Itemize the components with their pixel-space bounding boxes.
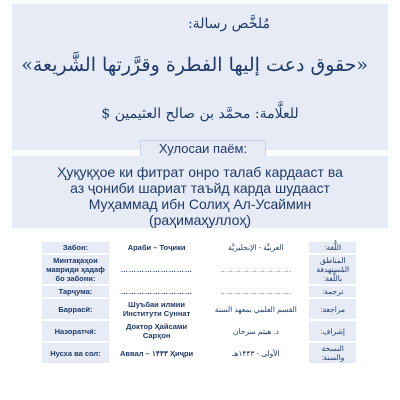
arabic-label-review: مراجعة:: [309, 299, 356, 319]
tajik-author-honorific: (раҳимаҳуллоҳ): [148, 212, 252, 228]
tajik-title-line: Ҳуқуқҳое ки фитрат онро талаб кардааст ва: [57, 164, 343, 180]
tajik-value-edition: Аввал – ۱۴۴۳ Ҳиҷри: [120, 348, 194, 358]
tajik-value-language: Араби – Тоҷики: [127, 243, 186, 252]
tajik-label-edition: Нусха ва сол:: [42, 343, 109, 363]
metadata-table: [40, 240, 358, 365]
tajik-label-translation: Тарҷума:: [42, 286, 109, 297]
tajik-value-translation: ………………………: [120, 287, 193, 296]
tajik-label-regions: Минтақаҳои мавриди ҳадаф бо забони:: [42, 255, 109, 284]
arabic-label-edition: النسخة والسنة:: [309, 343, 356, 363]
tajik-label-supervisor: Назоратчӣ:: [42, 321, 109, 341]
arabic-value-regions: ………………………: [219, 265, 292, 274]
table-row: [42, 242, 356, 253]
arabic-subtitle: مُلخَّص رسالة:: [187, 16, 270, 32]
arabic-title: «حقوق دعت إليها الفطرة وقرَّرتها الشَّريعة»: [21, 54, 368, 76]
tajik-label-language: Забон:: [42, 242, 109, 253]
arabic-value-review: القسم العلمي بمعهد السنة: [214, 304, 297, 314]
tajik-label-review: Баррасӣ:: [42, 299, 109, 319]
arabic-label-regions: المناطق المُستهدفة باللُّغة:: [309, 255, 356, 284]
tajik-title-block: [12, 156, 388, 228]
arabic-label-translation: ترجمة:: [309, 286, 356, 297]
table-row: [42, 286, 356, 297]
tajik-title-line: аз ҷониби шариат таъйд карда шудааст: [70, 180, 330, 196]
arabic-value-supervisor: د. هيثم سرحان: [232, 326, 279, 336]
arabic-label-supervisor: إشراف:: [309, 321, 356, 341]
arabic-label-language: اللُّغة:: [309, 242, 356, 253]
arabic-value-language: العربيَّة - الإنجليزيَّة: [228, 243, 284, 252]
tajik-value-regions: ………………………: [120, 265, 193, 274]
arabic-value-edition: الأولى - ۱۴۴۳هـ: [232, 348, 280, 358]
table-row: [42, 255, 356, 284]
tajik-author-line: Муҳаммад ибн Солиҳ Ал-Усаймин: [88, 196, 312, 212]
summary-label: Хулосаи паём:: [140, 140, 266, 157]
tajik-value-supervisor: Доктор Ҳайсами Сарҳон: [126, 322, 188, 340]
arabic-author: للعلَّامة: محمَّد بن صالح العثيمين $: [101, 106, 299, 122]
tajik-value-review: Шуъбаи илмии Институти Суннат: [122, 300, 191, 318]
table-row: [42, 343, 356, 363]
arabic-value-translation: ………………………: [219, 287, 292, 296]
table-row: [42, 299, 356, 319]
arabic-header-block: [12, 4, 388, 150]
table-row: [42, 321, 356, 341]
